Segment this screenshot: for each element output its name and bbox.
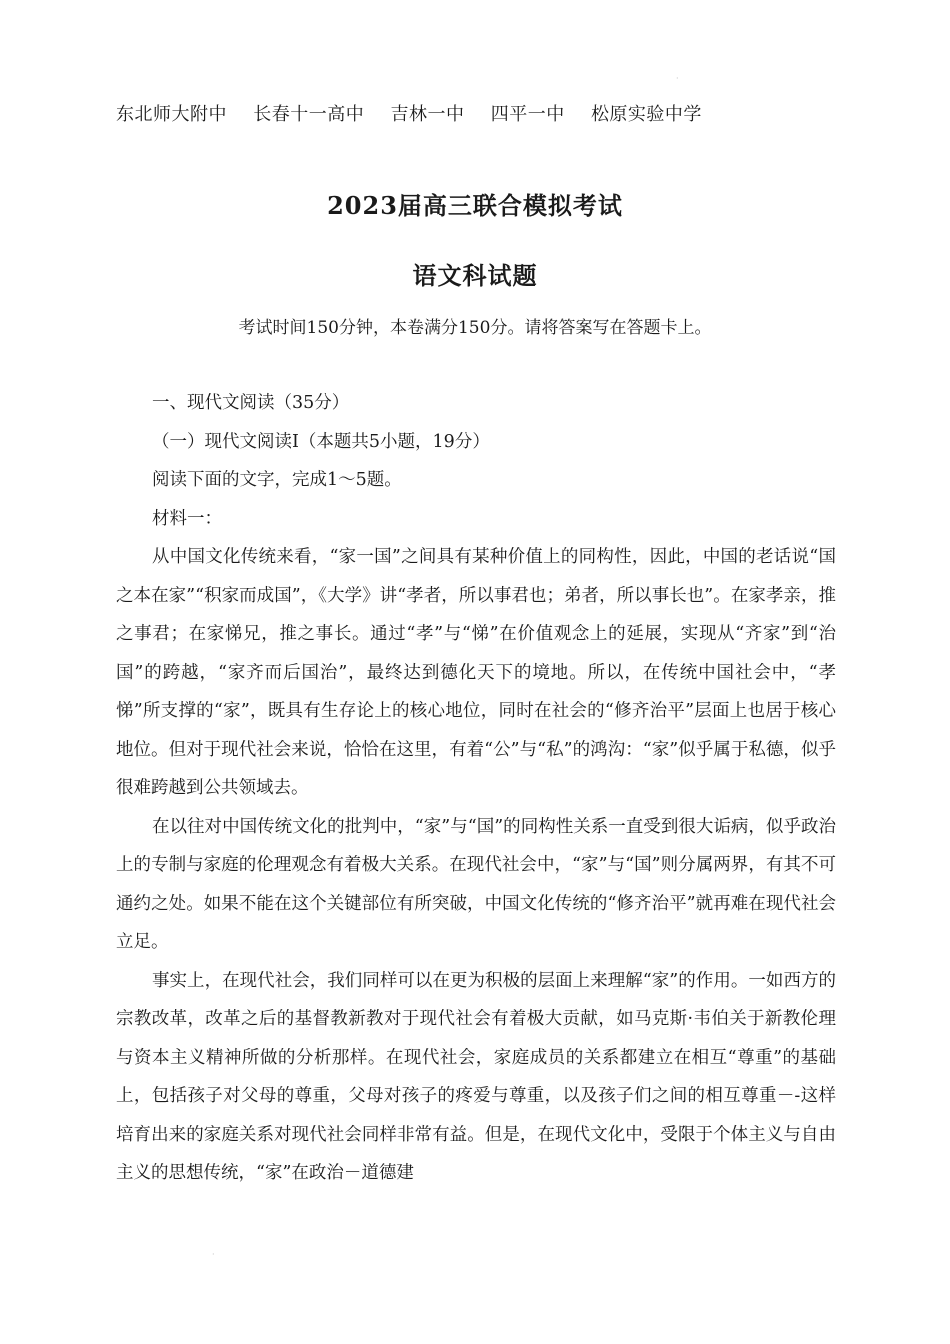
school-name: 四平一中 [490,104,565,125]
school-name: 长春十一高中 [253,104,365,125]
scan-mark-top: · [676,74,679,83]
instruction-text: 阅读下面的文字，完成1～5题。 [152,470,402,490]
school-name: 松原实验中学 [590,104,702,125]
material-label: 材料一： [152,508,222,529]
exam-title: 2023届高三联合模拟考试 [327,191,623,220]
sub-section-heading: （一）现代文阅读Ⅰ（本题共5小题，19分） [152,431,490,452]
reading-section [116,384,836,1193]
school-list [116,100,722,126]
exam-notice: 考试时间150分钟，本卷满分150分。请将答案写在答题卡上。 [238,318,712,338]
paragraph: 事实上，在现代社会，我们同样可以在更为积极的层面上来理解“家”的作用。一如西方的宗教改革，改革之后的基督教新教对于现代社会有着极大贡献，如马克斯·韦伯关于新教伦理与资本主义精神所做的分析那样。在现代社会，家庭成员的关系都建立在相互“尊重”的基础上，包括孩子对父母的尊重，父母对孩子的疼爱与尊重，以及孩子们之间的相互尊重－-这样培育出来的家庭关系对现代社会同样非常有益。但是，在现代文化中，受限于个体主义与自由主义的思想传统，“家”在政治－道德建 [116,970,836,1183]
exam-subject: 语文科试题 [412,261,538,290]
scan-mark-bottom: · [212,1250,215,1259]
paragraph: 从中国文化传统来看，“家一国”之间具有某种价值上的同构性，因此，中国的老话说“国之本在家”“积家而成国”，《大学》讲“孝者，所以事君也；弟者，所以事长也”。在家孝亲，推之事君；在家悌兄，推之事长。通过“孝”与“悌”在价值观念上的延展，实现从“齐家”到“治国”的跨越，“家齐而后国治”，最终达到德化天下的境地。所以，在传统中国社会中，“孝悌”所支撑的“家”，既具有生存论上的核心地位，同时在社会的“修齐治平”层面上也居于核心地位。但对于现代社会来说，恰恰在这里，有着“公”与“私”的鸿沟：“家”似乎属于私德，似乎很难跨越到公共领域去。 [116,547,836,798]
section-heading: 一、现代文阅读（35分） [152,393,350,413]
school-name: 吉林一中 [390,104,465,125]
paragraph: 在以往对中国传统文化的批判中，“家”与“国”的同构性关系一直受到很大诟病，似乎政治上的专制与家庭的伦理观念有着极大关系。在现代社会中，“家”与“国”则分属两界，有其不可通约之处。如果不能在这个关键部位有所突破，中国文化传统的“修齐治平”就再难在现代社会立足。 [116,816,836,952]
school-name: 东北师大附中 [116,104,227,125]
